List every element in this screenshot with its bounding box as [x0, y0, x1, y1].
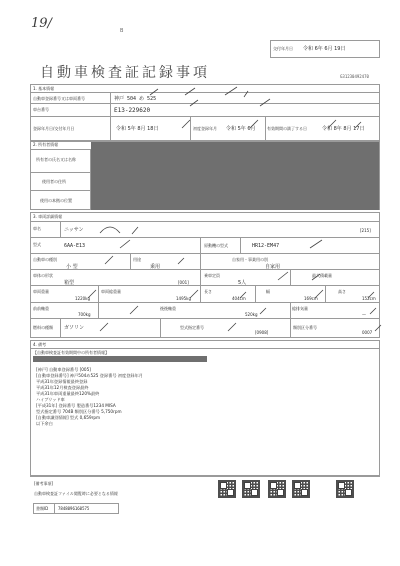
form-mark: B — [120, 28, 124, 34]
footer-text: 自動車検査証ファイル閲覧時に必要となる情報 — [34, 491, 118, 496]
vin-label: 車台番号 — [33, 107, 49, 112]
capacity-value: 5人 — [238, 280, 247, 286]
user-address-label: 使用者の住所 — [42, 179, 66, 184]
first-reg-value: 令和 5年 8月 18日 — [116, 126, 159, 132]
reg-no-label: 自動車登録番号又は車両番号 — [33, 96, 85, 101]
note-line: ハイブリッド車 — [36, 397, 65, 402]
engine-label: 原動機の型式 — [204, 243, 228, 248]
document-title: 自動車検査証記録事項 — [40, 65, 210, 81]
width-label: 幅 — [266, 289, 270, 294]
maker-value: ニッサン — [64, 227, 84, 233]
maker-label: 車名 — [33, 226, 41, 231]
handwritten-note: 19/ — [31, 16, 52, 31]
use-label: 用途 — [133, 257, 141, 262]
note-line: 平成31年車両重量最終120%最終 — [36, 391, 100, 396]
issue-date-value: 令和 6年 6月 19日 — [303, 46, 346, 52]
purpose-value: 自家用 — [265, 264, 281, 270]
document-number: G31230492470 — [340, 74, 369, 79]
doc-id-value: 7848096160575 — [58, 506, 90, 511]
use-value: 乗用 — [150, 264, 161, 270]
first-reg-label: 登録年月日/交付年月日 — [33, 126, 75, 131]
displacement-value: — — [362, 312, 366, 317]
capacity-label: 乗車定員 — [204, 273, 220, 278]
doc-id-label: 書類ID — [36, 506, 49, 511]
engine-value: HR12-EM47 — [252, 243, 280, 249]
expiry-value: 令和 8年 8月 17日 — [322, 126, 365, 132]
reg-no-value: 神戸 504 め 525 — [114, 96, 157, 102]
gross-label: 車両総重量 — [101, 289, 121, 294]
purpose-label: 自家用・事業用の別 — [232, 257, 268, 262]
section4-header: 4. 備考 — [33, 342, 47, 347]
shape-label: 車体の形状 — [33, 273, 53, 278]
weight-label: 車両重量 — [33, 289, 49, 294]
expiry-label: 有効期間の満了する日 — [267, 126, 307, 131]
kind-label: 自動車の種別 — [33, 257, 57, 262]
length-label: 長さ — [204, 289, 212, 294]
note-line: 平成31年登録情報最終登録 — [36, 379, 88, 384]
displacement-label: 総排気量 — [292, 306, 308, 311]
fuel-value: ガソリン — [64, 325, 85, 331]
load-label: 最大積載量 — [312, 273, 332, 278]
height-label: 高さ — [338, 289, 346, 294]
first-year-value: 令和 5年 6月 — [226, 126, 256, 132]
section2-header: 2. 所有者情報 — [33, 142, 59, 147]
shape-code: [001] — [178, 280, 189, 285]
owner-name-label: 所有者の氏名又は名称 — [36, 157, 76, 162]
shape-value: 箱型 — [64, 280, 75, 286]
note-line: [神戸] 自動車登録番号 [005] — [36, 367, 91, 372]
vin-value: E13-229620 — [114, 107, 151, 114]
kind-value: 小 型 — [66, 264, 78, 270]
model-value: 6AA-E13 — [64, 243, 86, 249]
rear-axle-label: 後後軸重 — [160, 306, 176, 311]
note-line: 平成31年12月検査登録最終 — [36, 385, 89, 390]
model-label: 型式 — [33, 242, 41, 247]
footer-label: [備考事項] — [34, 481, 54, 486]
note-line: 以下余白 — [36, 421, 53, 426]
front-axle-value: 700kg — [78, 312, 91, 317]
rear-axle-value: 520kg — [245, 312, 258, 317]
length-value: 404cm — [232, 296, 246, 301]
model-cert-label: 型式指定番号 — [180, 325, 204, 330]
note-line: [平成31年] 登録番号 製造番号1234 MISA — [36, 403, 116, 408]
model-cert-value: [0908] — [255, 330, 269, 335]
first-year-label: 初度登録年月 — [193, 126, 217, 131]
gross-value: 1495kg — [176, 296, 192, 301]
section1-header: 1. 基本情報 — [33, 86, 55, 91]
width-value: 169cm — [304, 296, 318, 301]
height-value: 152cm — [362, 296, 376, 301]
note-line: 型式指定番号 704B 類別区分番号 5,750rpm — [36, 409, 122, 414]
note-line: [自動車識別情報] 型式 0,659rpm — [36, 415, 101, 420]
weight-value: 1220kg — [75, 296, 91, 301]
note-line: [自動車登録番号] 神戸504め525 登録番号 初度登録年月 — [36, 373, 143, 378]
category-label: 類別区分番号 — [293, 325, 317, 330]
front-axle-label: 前前軸重 — [33, 306, 49, 311]
fuel-label: 燃料の種類 — [33, 325, 53, 330]
category-value: 0007 — [362, 330, 373, 335]
section3-header: 3. 車両詳細情報 — [33, 214, 63, 219]
notes-header: 【自動車検査証有効期間中の所有者情報】 — [33, 350, 109, 355]
base-location-label: 使用の本拠の位置 — [40, 198, 72, 203]
maker-code: [215] — [360, 228, 371, 233]
issue-date-label: 交付年月日 — [273, 46, 293, 51]
